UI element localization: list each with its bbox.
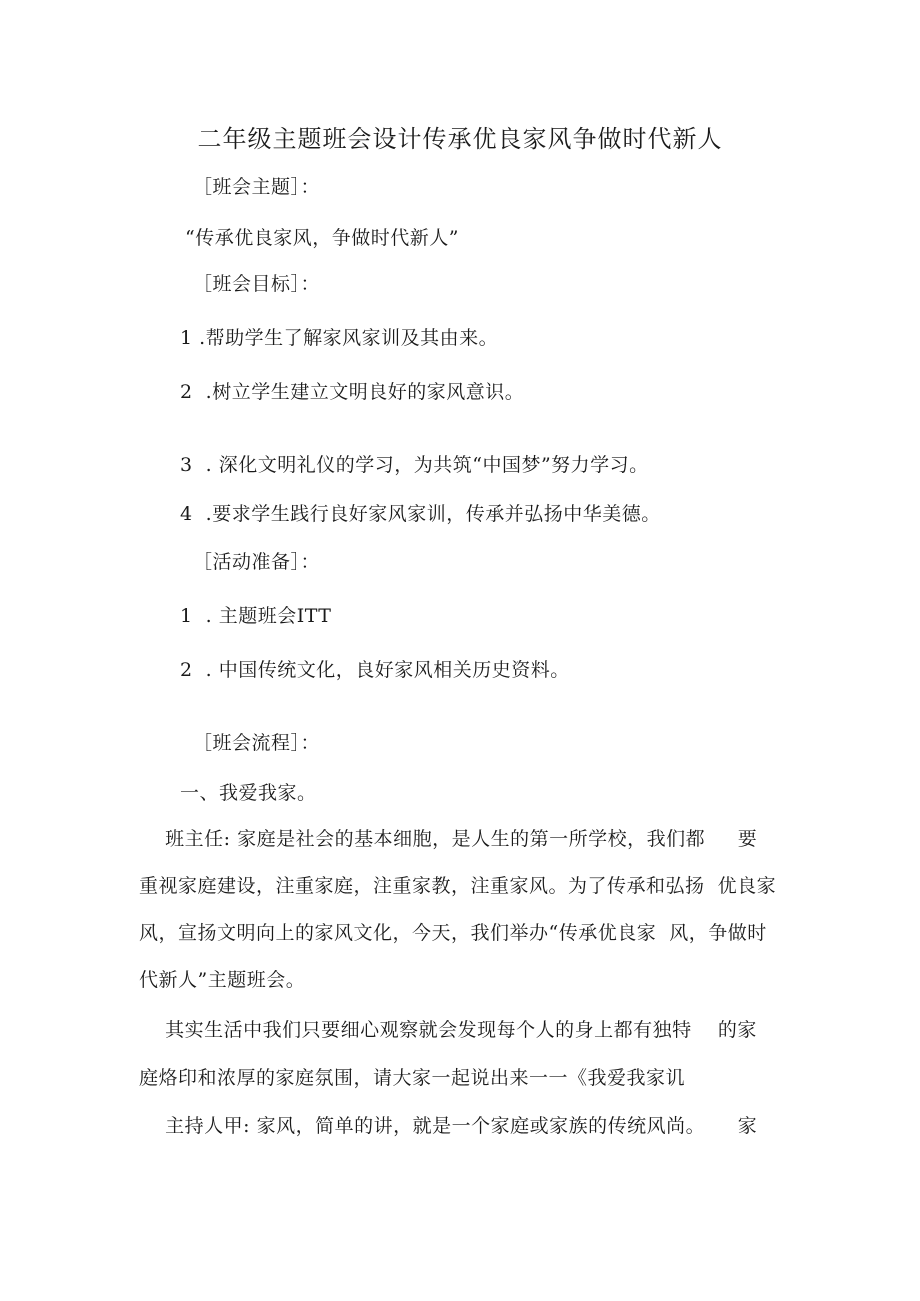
goal-item-3: 3 . 深化文明礼仪的学习，为共筑“中国梦”努力学习。	[180, 454, 649, 476]
paragraph-2-line-2: 庭烙印和浓厚的家庭氛围，请大家一起说出来一一《我爱我家讥	[139, 1067, 686, 1089]
paragraph-1-line-1: 班主任: 家庭是社会的基本细胞，是人生的第一所学校，我们都 要	[139, 828, 758, 850]
process-heading: ［班会流程］：	[193, 732, 321, 754]
paragraph-1-line-4: 代新人”主题班会。	[139, 969, 306, 991]
prep-heading: ［活动准备］：	[193, 551, 321, 573]
paragraph-2-line-1: 其实生活中我们只要细心观察就会发现每个人的身上都有独特 的家	[139, 1019, 757, 1041]
paragraph-1-line-3: 风，宣扬文明向上的家风文化，今天，我们举办“传承优良家 风，争做时	[139, 922, 767, 944]
prep-item-2: 2 . 中国传统文化，良好家风相关历史资料。	[180, 659, 570, 681]
goals-heading: ［班会目标］：	[193, 273, 321, 295]
theme-heading: ［班会主题］：	[193, 176, 321, 198]
theme-text: “传承优良家风，争做时代新人”	[185, 227, 459, 249]
section-one-heading: 一、我爱我家。	[180, 782, 317, 804]
document-title: 二年级主题班会设计传承优良家风争做时代新人	[197, 125, 723, 153]
paragraph-1-line-2: 重视家庭建设，注重家庭，注重家教，注重家风。为了传承和弘扬 优良家	[139, 875, 777, 897]
goal-item-2: 2 .树立学生建立文明良好的家风意识。	[180, 381, 525, 403]
prep-item-1: 1 . 主题班会ITT	[180, 605, 332, 627]
paragraph-3-line-1: 主持人甲: 家风，简单的讲，就是一个家庭或家族的传统风尚。 家	[139, 1115, 758, 1137]
goal-item-1: 1 .帮助学生了解家风家训及其由来。	[180, 327, 499, 349]
goal-item-4: 4 .要求学生践行良好家风家训，传承并弘扬中华美德。	[180, 503, 661, 525]
